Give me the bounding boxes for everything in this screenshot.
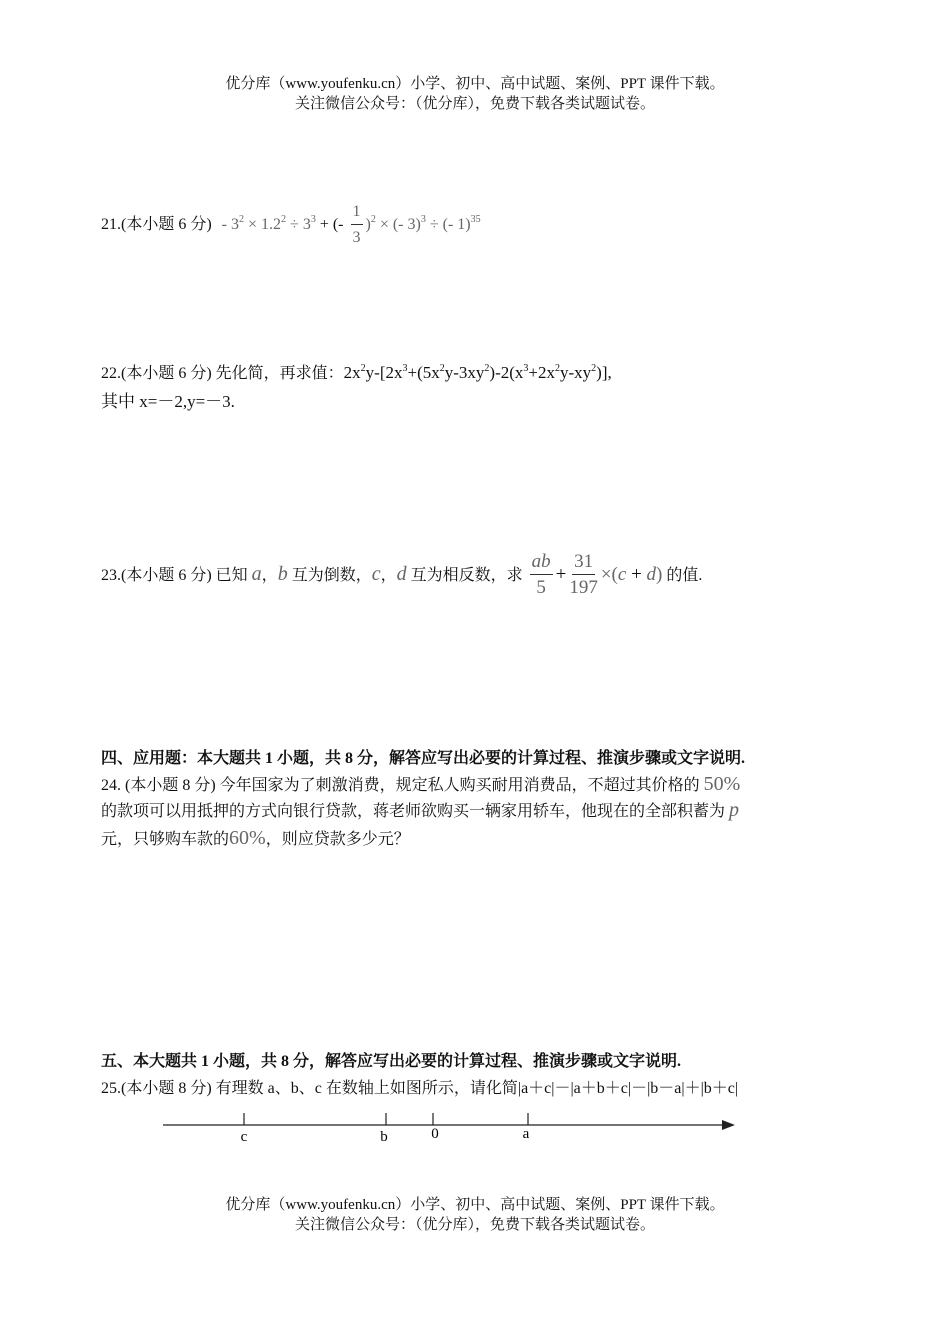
question-25: 25.(本小题 8 分) 有理数 a、b、c 在数轴上如图所示，请化简|a＋c|－|a＋b＋c|－|b－a|＋|b＋c|: [101, 1080, 739, 1097]
fraction-ab-over-5: [530, 550, 553, 601]
question-22-condition: 其中 x=－2,y=－3.: [101, 392, 235, 411]
var-c: c: [617, 563, 627, 585]
reciprocal-text: 互为倒数，: [287, 566, 372, 584]
var-p: p: [729, 799, 740, 821]
number-line: [160, 1105, 750, 1147]
fraction-denominator: 3: [352, 229, 361, 246]
expr-term: - 3: [221, 216, 239, 234]
question-24-text: 的款项可以用抵押的方式向银行贷款，蒋老师欲购买一辆家用轿车，他现在的全部积蓄为: [101, 803, 726, 820]
expr-exp: 2: [370, 214, 376, 226]
question-22: [101, 360, 612, 383]
question-24-line-1: [101, 772, 740, 796]
question-21-expression: [221, 203, 481, 246]
question-24-text: 元，只够购车款的: [101, 831, 230, 848]
question-24-text: 24. (本小题 8 分) 今年国家为了刺激消费，规定私人购买耐用消费品，不超过其价格的: [101, 777, 700, 794]
question-23-tail: 的值.: [662, 566, 703, 584]
expr-exp: 3: [523, 363, 529, 374]
section-4-heading: 四、应用题：本大题共 1 小题，共 8 分，解答应写出必要的计算过程、推演步骤或文字说明.: [101, 750, 746, 767]
label-b: b: [380, 1129, 388, 1145]
fraction-numerator: 31: [572, 550, 595, 575]
separator: ，: [380, 566, 397, 584]
label-a: a: [522, 1126, 530, 1142]
question-24-line-2: [101, 798, 739, 822]
expr-exp: 2: [439, 363, 445, 374]
expr-term: +: [626, 563, 647, 585]
expr-exp: 2: [591, 363, 597, 374]
expr-term: ÷ (- 1): [425, 216, 471, 234]
label-zero: 0: [431, 1126, 439, 1142]
expr-exp: 2: [239, 214, 244, 226]
expr-exp: 2: [360, 363, 366, 374]
var-d: d: [396, 562, 407, 585]
expr-exp: 2: [484, 363, 490, 374]
expr-term: ): [656, 563, 663, 585]
header-line-2: 关注微信公众号：（优分库），免费下载各类试题试卷。: [294, 96, 655, 112]
fraction-numerator: 1: [351, 200, 363, 225]
fraction-denominator: 5: [536, 577, 546, 598]
percent-60: 60%: [229, 827, 266, 849]
question-22-label: 22.(本小题 6 分) 先化简，再求值：: [101, 365, 344, 382]
question-21: [101, 200, 481, 251]
section-5-heading: 五、本大题共 1 小题，共 8 分，解答应写出必要的计算过程、推演步骤或文字说明.: [101, 1053, 682, 1070]
expr-term: )],: [596, 363, 612, 382]
expr-exp: 3: [310, 214, 316, 226]
label-c: c: [240, 1129, 248, 1145]
question-24-line-3: [101, 826, 410, 850]
question-23-label: 23.(本小题 6 分) 已知: [101, 566, 248, 584]
question-23-expression: [527, 551, 663, 598]
question-22-expression: [344, 363, 612, 382]
header-line-1: 优分库（www.youfenku.cn）小学、初中、高中试题、案例、PPT 课件下载。: [225, 76, 725, 92]
var-d: d: [646, 563, 657, 585]
footer-line-1: 优分库（www.youfenku.cn）小学、初中、高中试题、案例、PPT 课件下载。: [225, 1197, 725, 1213]
expr-exp: 2: [555, 363, 560, 374]
expr-term: × 1.2: [244, 216, 282, 234]
expr-term: ÷ 3: [286, 216, 311, 234]
question-23: [101, 550, 702, 601]
question-24-text: ，则应贷款多少元？: [265, 831, 410, 848]
fraction-numerator: ab: [530, 550, 553, 575]
expr-exp: 2: [281, 214, 287, 226]
expr-term: y-xy: [560, 363, 592, 382]
percent-50: 50%: [703, 773, 741, 795]
expr-term: +2x: [528, 363, 555, 382]
number-line-arrow: [722, 1120, 735, 1130]
opposite-text: 互为相反数，求: [406, 566, 523, 584]
separator: ，: [261, 566, 278, 584]
expr-term: ×(: [600, 563, 618, 585]
footer-line-2: 关注微信公众号：（优分库），免费下载各类试题试卷。: [294, 1217, 655, 1233]
expr-term: )-2(x: [489, 363, 524, 382]
expr-term: +(5x: [407, 363, 440, 382]
expr-term: y-[2x: [365, 363, 403, 382]
expr-term: × (- 3): [375, 216, 421, 234]
expr-exp: 3: [420, 214, 426, 226]
expr-exp: 35: [470, 214, 481, 226]
fraction-31-over-197: [569, 550, 598, 601]
var-c: c: [371, 562, 381, 585]
expr-term: +: [555, 563, 567, 585]
expr-term: y-3xy: [444, 363, 485, 382]
expr-term: + (-: [315, 216, 348, 234]
expr-term: ): [365, 216, 371, 234]
question-21-label: 21.(本小题 6 分): [101, 216, 212, 234]
var-a: a: [251, 562, 262, 585]
expr-exp: 3: [402, 363, 408, 374]
var-b: b: [277, 562, 288, 585]
fraction-denominator: 197: [569, 577, 598, 598]
expr-term: 2x: [343, 363, 361, 382]
fraction-one-third: [351, 200, 363, 251]
